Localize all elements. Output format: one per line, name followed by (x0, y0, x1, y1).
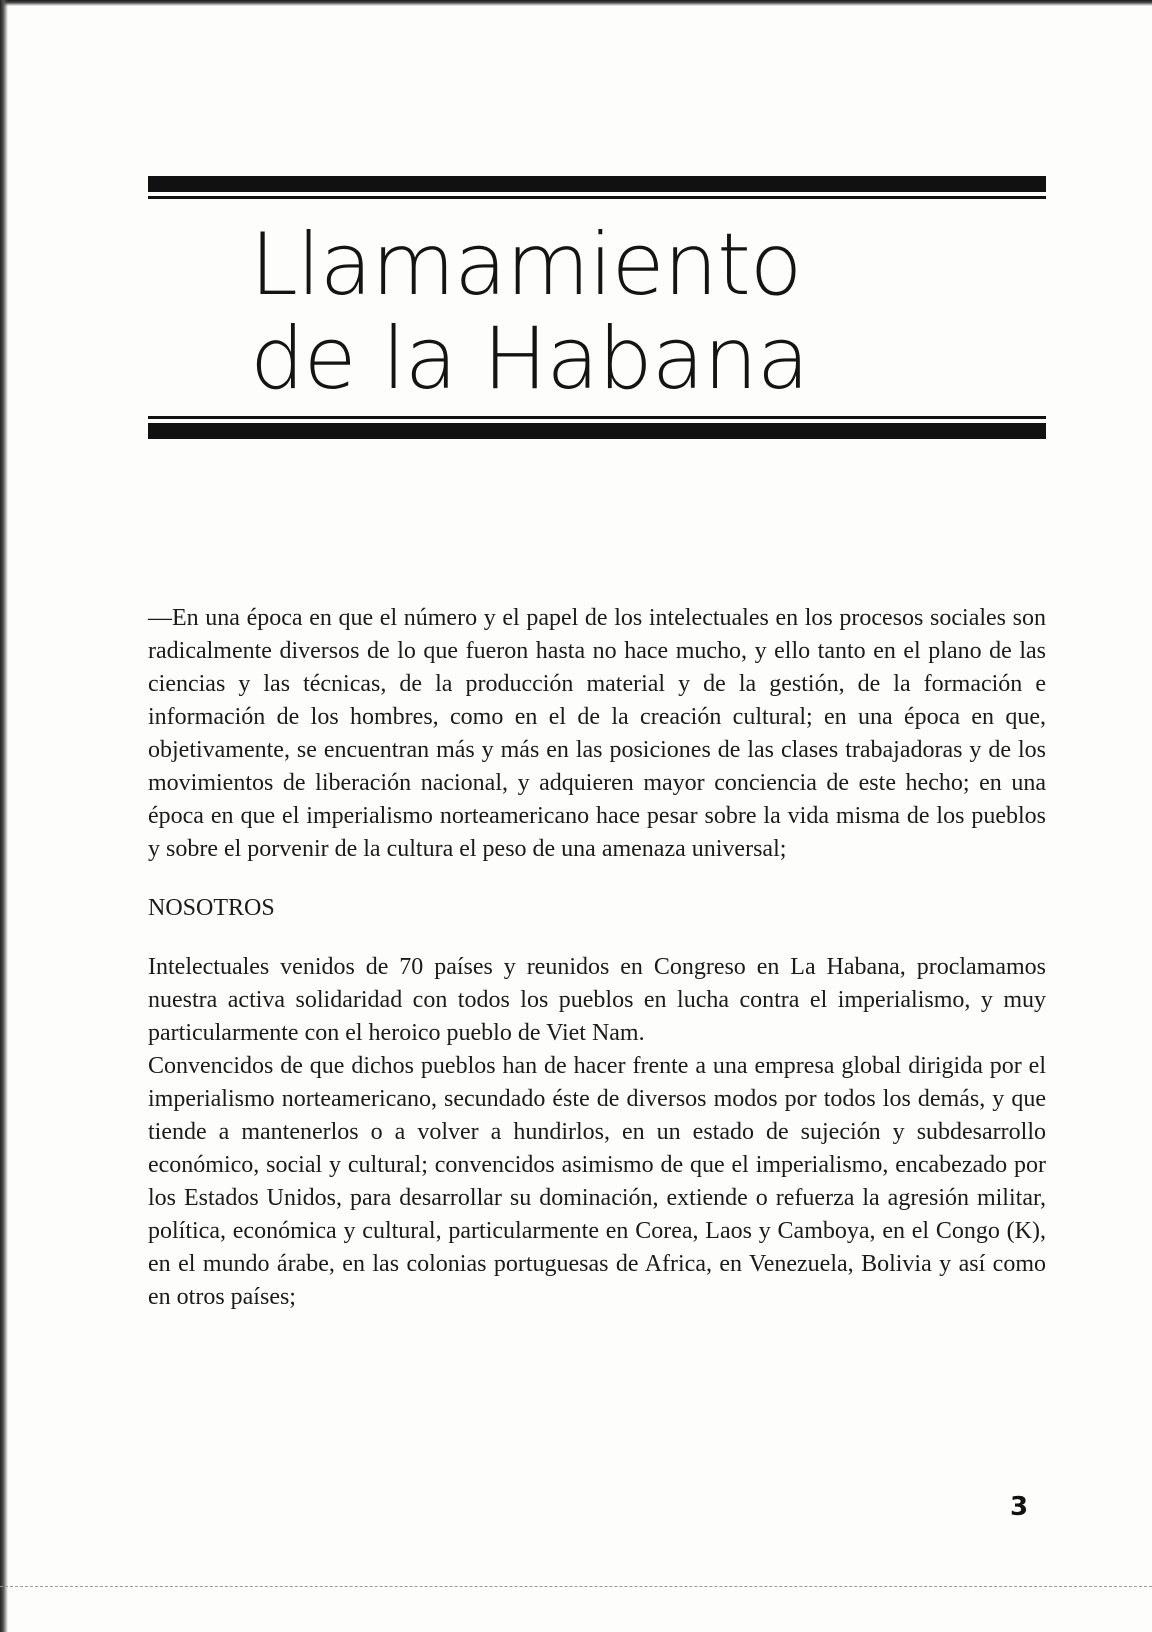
page-number: 3 (1010, 1492, 1029, 1522)
title-bottom-rule (148, 416, 1046, 439)
title-top-rule (148, 176, 1046, 199)
third-paragraph: Convencidos de que dichos pueblos han de hacer frente a una empresa global dirigida por el imperialismo norteamericano, secundado éste de diversos modos por todos los demás, y que tiende a mantenerlos o a volver a hundirlos, en un estado de sujeción y subdesarrollo económico, social y cultural; convencidos asimismo de que el imperialismo, encabezado por los Estados Unidos, para desarrollar su dominación, extiende o refuerza la agresión militar, política, económica y cultural, particularmente en Corea, Laos y Camboya, en el Congo (K), en el mundo árabe, en las colonias portuguesas de Africa, en Venezuela, Bolivia y así como en otros países; (148, 1053, 1046, 1310)
body-text (148, 602, 1046, 1314)
intro-paragraph: —En una época en que el número y el papel de los intelectuales en los procesos sociales son radicalmente diversos de lo que fueron hasta no hace mucho, y ello tanto en el plano de las ciencias y las técnicas, de la producción material y de la gestión, de la formación e información de los hombres, como en el de la creación cultural; en una época en que, objetivamente, se encuentran más y más en las posiciones de las clases trabajadoras y de los movimientos de liberación nacional, y adquieren mayor conciencia de este hecho; en una época en que el imperialismo norteamericano hace pesar sobre la vida misma de los pueblos y sobre el porvenir de la cultura el peso de una amenaza universal; (148, 605, 1046, 862)
section-heading: NOSOTROS (148, 895, 275, 921)
second-paragraph: Intelectuales venidos de 70 países y reunidos en Congreso en La Habana, proclamamos nuestra activa solidaridad con todos los pueblos en lucha contra el imperialismo, y muy particularmente con el heroico pueblo de Viet Nam. (148, 954, 1046, 1046)
title-line-2: de la Habana (250, 309, 809, 409)
scan-bottom-line (0, 1586, 1152, 1587)
title-line-1: Llamamiento (250, 215, 802, 315)
scan-top-edge (0, 0, 1152, 6)
page-title (250, 215, 1030, 409)
scan-left-edge (0, 0, 8, 1632)
